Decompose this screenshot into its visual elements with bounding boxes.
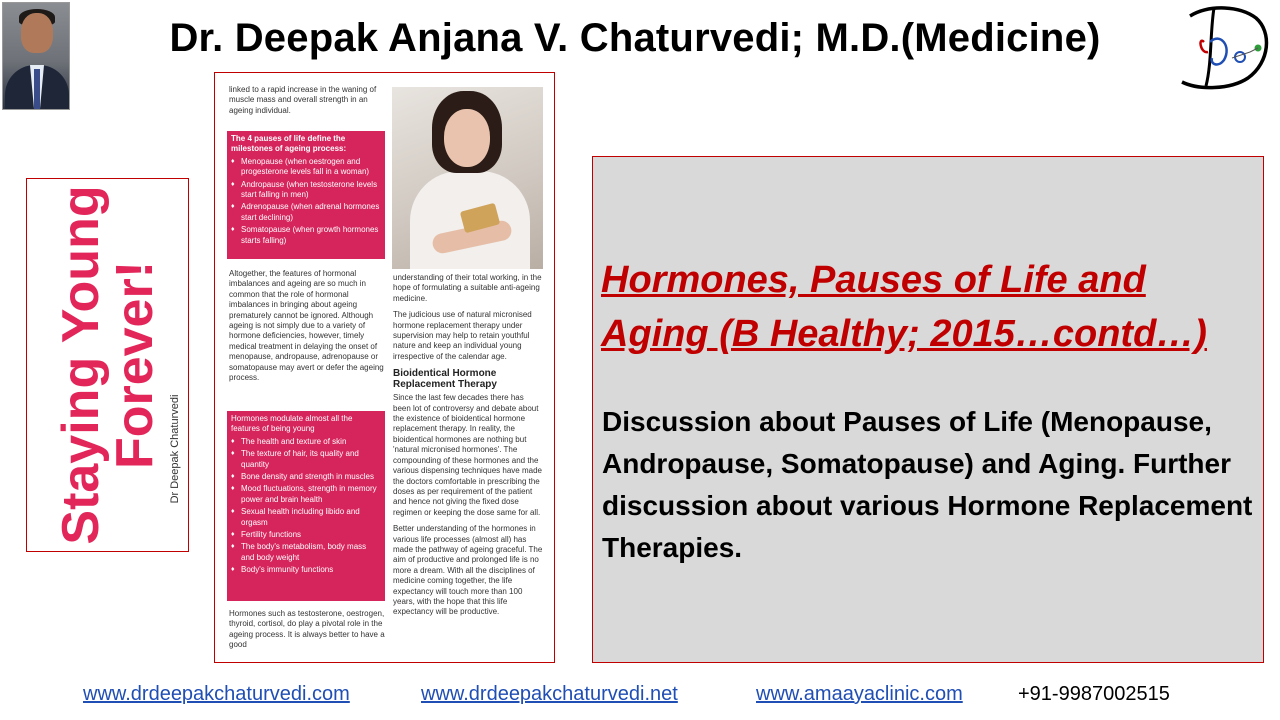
list-item: ♦ Mood fluctuations, strength in memory power and brain health [231,484,381,505]
article-paragraph: The judicious use of natural micronised hormone replacement therapy under supervision may help to retain youthful nature and keep an individual young irrespective of the calendar age. [393,310,532,361]
list-item: ♦ Andropause (when testosterone levels start falling in men) [231,180,381,201]
list-item: ♦ The health and texture of skin [231,437,381,447]
cover-author: Dr Deepak Chaturvedi [169,394,181,504]
footer [0,680,1280,710]
list-item: ♦ Fertility functions [231,530,381,540]
cover-title [54,185,162,545]
phone-number: +91-9987002515 [1018,683,1170,705]
pauses-box [227,131,385,259]
page-title: Dr. Deepak Anjana V. Chaturvedi; M.D.(Medicine) [169,16,1101,60]
website-link-net[interactable]: www.drdeepakchaturvedi.net [421,683,678,705]
hormones-box-heading: Hormones modulate almost all the features of being young [231,414,353,434]
article-paragraph: Since the last few decades there has been lot of controversy and debate about the existence of bioidentical hormone replacement therapy. In reality, the bioidentical hormones are nothing but 'natural micronised hormones'. The compounding of these hormones and the various dispensing techniques have made the doctors comfortable in prescribing the doses as per requirement of the patient and hence not giving the fixed dose regimen or keeping the dose same for all. [393,393,542,517]
website-link-com[interactable]: www.drdeepakchaturvedi.com [83,683,350,705]
hormones-box [227,411,385,601]
cover-title-line2: Forever! [106,260,164,470]
list-item: ♦ Adrenopause (when adrenal hormones start declining) [231,202,381,223]
dd-monogram-icon [1170,2,1280,92]
pauses-box-heading: The 4 pauses of life define the milestones of ageing process: [231,134,347,154]
list-item: ♦ Bone density and strength in muscles [231,472,381,482]
article-paragraph: Altogether, the features of hormonal imbalances and ageing are so much in common that the role of hormonal imbalances in bringing about ageing prematurely cannot be ignored. Although ageing is not simply due to a variety of hormone deficiencies, however, timely medical treatment in delaying the onset of menopause, andropause, adrenopause or somatopause may avert or defer the ageing process. [229,269,384,383]
clinic-website-link[interactable]: www.amaayaclinic.com [756,683,963,705]
article-paragraph: Hormones such as testosterone, oestrogen, thyroid, cortisol, do play a pivotal role in the ageing process. It is always better to have a good [229,609,385,650]
list-item: ♦ Body's immunity functions [231,565,381,575]
article-paragraph: Better understanding of the hormones in various life processes (almost all) has made the pathway of ageing graceful. The aim of productive and prolonged life is no more a dream. With all the disciplines of medicine coming together, the life expectancy will touch more than 100 years, with the hope that this life expectancy will be productive. [393,524,543,617]
list-item: ♦ Menopause (when oestrogen and progesterone levels fall in a woman) [231,157,381,178]
list-item: ♦ Sexual health including libido and orgasm [231,507,381,528]
article-section-heading: Bioidentical Hormone Replacement Therapy [393,368,497,391]
info-panel [592,156,1264,663]
panel-body: Discussion about Pauses of Life (Menopause, Andropause, Somatopause) and Aging. Further discussion about various Hormone Replacement Therapies. [602,406,1253,563]
woman-with-pills-photo [392,87,543,269]
article-paragraph: understanding of their total working, in the hope of formulating a suitable anti-ageing medicine. [393,273,542,303]
list-item: ♦ The texture of hair, its quality and quantity [231,449,381,470]
list-item: ♦ Somatopause (when growth hormones starts falling) [231,225,381,246]
cover-title-line1: Staying Young [52,185,110,545]
magazine-article [214,72,555,663]
article-intro: linked to a rapid increase in the waning of muscle mass and overall strength in an ageing individual. [229,85,377,115]
list-item: ♦ The body's metabolism, body mass and body weight [231,542,381,563]
avatar [2,2,70,110]
panel-heading: Hormones, Pauses of Life and Aging (B Healthy; 2015…contd…) [601,259,1207,355]
book-cover [26,178,189,552]
